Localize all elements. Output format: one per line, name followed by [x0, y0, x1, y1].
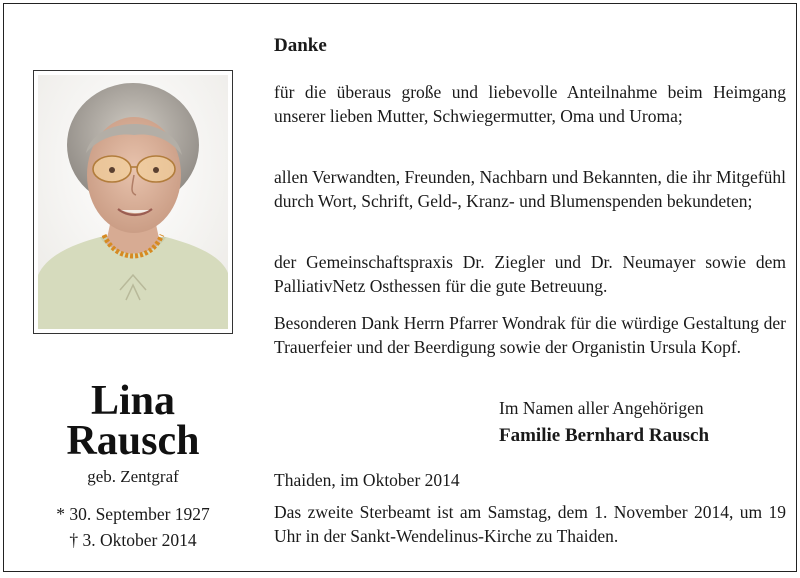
signature-family: Familie Bernhard Rausch [499, 425, 710, 446]
obituary-notice [3, 3, 797, 572]
thanks-paragraph: Besonderen Dank Herrn Pfarrer Wondrak für die würdige Gestaltung der Trauerfeier und der Beerdigung sowie der Organistin Ursula Kopf. [274, 313, 786, 357]
thanks-paragraph: der Gemeinschaftspraxis Dr. Ziegler und Dr. Neumayer sowie dem PalliativNetz Osthessen für die gute Betreuung. [274, 252, 786, 296]
place-date: Thaiden, im Oktober 2014 [274, 470, 460, 490]
death-date: † 3. Oktober 2014 [69, 530, 197, 550]
thanks-paragraph: allen Verwandten, Freunden, Nachbarn und Bekannten, die ihr Mitgefühl durch Wort, Schrift, Geld-, Kranz- und Blumenspenden bekundeten; [274, 167, 786, 211]
service-info: Das zweite Sterbeamt ist am Samstag, dem 1. November 2014, um 19 Uhr in der Sankt-Wendelinus-Kirche zu Thaiden. [274, 502, 786, 546]
maiden-name: geb. Zentgraf [87, 467, 179, 486]
signature-intro: Im Namen aller Angehörigen [499, 398, 704, 418]
thanks-paragraph: für die überaus große und liebevolle Anteilnahme beim Heimgang unserer lieben Mutter, Schwiegermutter, Oma und Uroma; [274, 82, 786, 126]
deceased-first-name: Lina [90, 378, 176, 424]
portrait-photo [38, 75, 228, 329]
birth-date: * 30. September 1927 [56, 504, 210, 524]
deceased-last-name: Rausch [66, 418, 200, 464]
portrait-photo-frame [33, 70, 233, 334]
notice-heading: Danke [274, 35, 327, 56]
